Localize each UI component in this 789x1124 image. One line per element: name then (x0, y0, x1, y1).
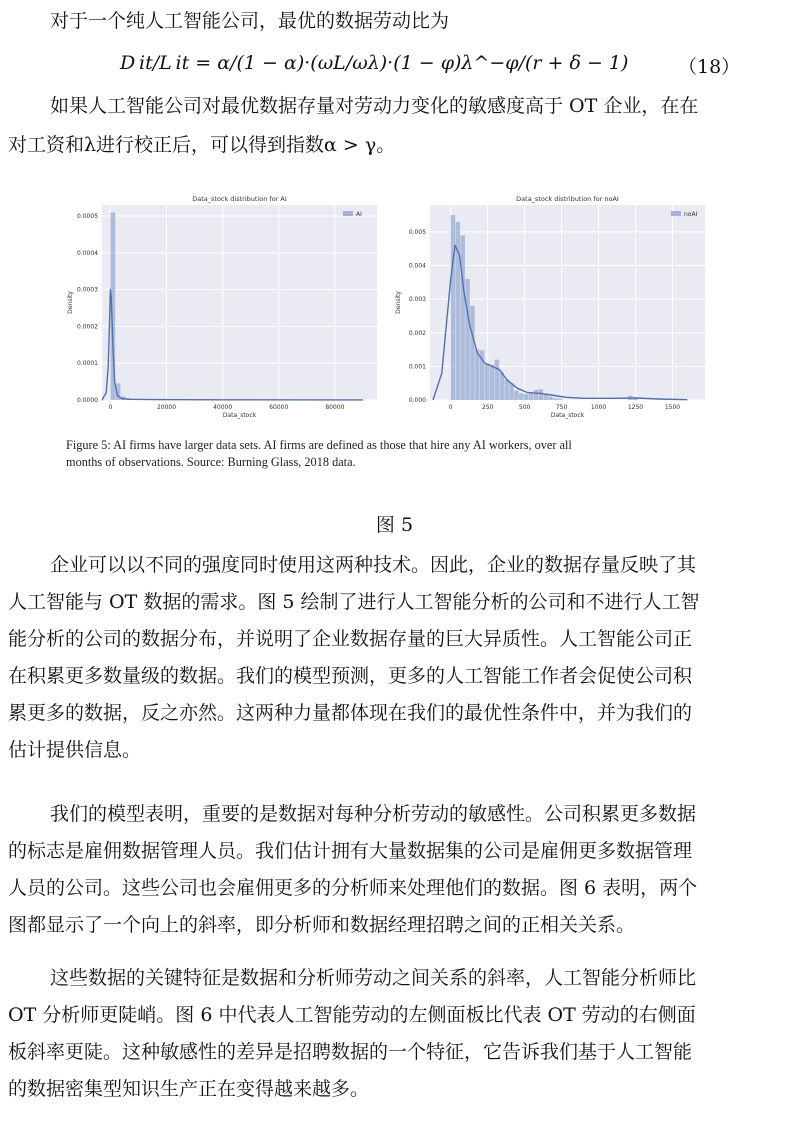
x-axis-label: Data_stock (222, 412, 257, 419)
paragraph-4-line-3: 板斜率更陡。这种敏感性的差异是招聘数据的一个特征，它告诉我们基于人工智能 (8, 1041, 693, 1063)
histogram-bar (495, 360, 499, 400)
histogram-bar (504, 380, 508, 400)
paragraph-3-line-3: 人员的公司。这些公司也会雇佣更多的分析师来处理他们的数据。图 6 表明，两个 (8, 877, 698, 899)
histogram-bar (490, 365, 494, 400)
y-tick-label: 0.0000 (77, 397, 98, 404)
histogram-bar (465, 279, 469, 400)
histogram-bar (543, 395, 547, 400)
paragraph-2-line-4: 在积累更多数量级的数据。我们的模型预测，更多的人工智能工作者会促使公司积 (8, 665, 693, 687)
x-tick-label: 40000 (213, 404, 233, 411)
x-tick-label: 750 (555, 404, 568, 411)
y-tick-label: 0.000 (408, 397, 426, 404)
paragraph-4-line-1: 这些数据的关键特征是数据和分析师劳动之间关系的斜率，人工智能分析师比 (50, 967, 697, 989)
histogram-bar (519, 393, 523, 400)
figure-caption (66, 437, 746, 471)
paragraph-2-line-2: 人工智能与 OT 数据的需求。图 5 绘制了进行人工智能分析的公司和不进行人工智 (8, 591, 700, 613)
histogram-bar (514, 391, 518, 400)
x-tick-label: 500 (518, 404, 531, 411)
histogram-bar (460, 235, 464, 400)
equation-18 (0, 48, 789, 84)
paragraph-3-line-2: 的标志是雇佣数据管理人员。我们估计拥有大量数据集的公司是雇佣更多数据管理 (8, 840, 693, 862)
paragraph-2-line-5: 累更多的数据，反之亦然。这两种力量都体现在我们的最优性条件中，并为我们的 (8, 702, 693, 724)
paragraph-2-line-6: 估计提供信息。 (8, 739, 142, 761)
paragraph-4-line-4: 的数据密集型知识生产正在变得越来越多。 (8, 1078, 370, 1100)
x-tick-label: 60000 (269, 404, 289, 411)
y-tick-label: 0.002 (408, 329, 426, 337)
x-tick-label: 20000 (156, 404, 177, 411)
y-tick-label: 0.003 (408, 296, 426, 304)
histogram-bar (553, 398, 557, 400)
paragraph-2-line-3: 能分析的公司的数据分布，并说明了企业数据存量的巨大异质性。人工智能公司正 (8, 628, 693, 650)
plot-area (102, 205, 377, 400)
y-tick-label: 0.0004 (77, 249, 98, 257)
chart-noai-data-stock (395, 183, 735, 423)
histogram-bar (534, 390, 538, 400)
y-tick-label: 0.0002 (77, 323, 98, 331)
paragraph-3-line-1: 我们的模型表明，重要的是数据对每种分析劳动的敏感性。公司积累更多数据 (50, 803, 697, 825)
figure-5 (60, 183, 750, 473)
histogram-bar (539, 389, 543, 400)
y-tick-label: 0.001 (408, 363, 426, 371)
equation-number: （18） (678, 56, 741, 78)
equation-body: D it/L it = α/(1 − α)·(ωL/ωλ)·(1 − φ)λ^−φ/(r + δ − 1) (120, 52, 629, 74)
legend-swatch (671, 211, 681, 216)
y-axis-label: Density (395, 291, 402, 314)
x-tick-label: 1250 (627, 404, 644, 411)
paragraph-2-line-1: 企业可以以不同的强度同时使用这两种技术。因此，企业的数据存量反映了其 (50, 554, 697, 576)
legend-label: noAI (684, 211, 698, 218)
caption-line-2: months of observations. Source: Burning Glass, 2018 data. (66, 455, 356, 469)
histogram-bar (499, 372, 503, 400)
caption-line-1: Figure 5: AI firms have larger data sets. AI firms are defined as those that hire any AI workers, over all (66, 438, 572, 452)
x-tick-label: 1500 (664, 404, 681, 411)
x-axis-label: Data_stock (550, 412, 585, 419)
legend-label: AI (356, 211, 362, 218)
intro-line: 对于一个纯人工智能公司，最优的数据劳动比为 (50, 10, 450, 32)
y-tick-label: 0.004 (408, 262, 426, 270)
x-tick-label: 0 (448, 404, 453, 411)
histogram-bar (524, 394, 528, 400)
y-tick-label: 0.0001 (77, 360, 98, 368)
y-tick-label: 0.0003 (77, 286, 98, 294)
histogram-bar (451, 215, 455, 400)
x-tick-label: 80000 (325, 404, 345, 411)
x-tick-label: 250 (481, 404, 494, 411)
y-axis-label: Density (67, 291, 74, 314)
figure-label: 图 5 (375, 514, 414, 536)
y-tick-label: 0.0005 (77, 213, 98, 221)
legend-swatch (343, 211, 353, 216)
histogram-bar (558, 399, 562, 400)
chart-title: Data_stock distribution for AI (192, 195, 287, 203)
paragraph-1-line-1: 如果人工智能公司对最优数据存量对劳动力变化的敏感度高于 OT 企业，在在 (50, 95, 699, 117)
paragraph-1-line-2: 对工资和λ进行校正后，可以得到指数α > γ。 (8, 134, 396, 156)
histogram-bar (470, 306, 474, 400)
x-tick-label: 0 (108, 404, 113, 411)
y-tick-label: 0.005 (408, 228, 426, 236)
chart-ai-data-stock (60, 183, 390, 423)
chart-title: Data_stock distribution for noAI (516, 195, 619, 203)
histogram-bar (475, 350, 479, 400)
histogram-bar (548, 397, 552, 400)
x-tick-label: 1000 (590, 404, 607, 411)
histogram-bar (485, 364, 489, 400)
paragraph-3-line-4: 图都显示了一个向上的斜率，即分析师和数据经理招聘之间的正相关关系。 (8, 914, 636, 936)
paragraph-4-line-2: OT 分析师更陡峭。图 6 中代表人工智能劳动的左侧面板比代表 OT 劳动的右侧面 (8, 1004, 696, 1026)
histogram-bar (529, 393, 533, 400)
